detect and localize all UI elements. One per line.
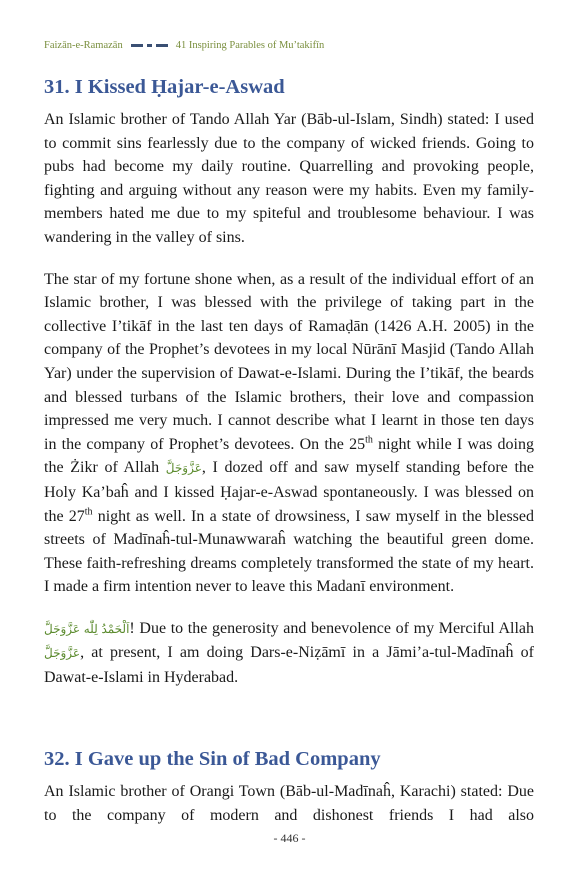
paragraph-3: اَلْحَمْدُ لِلّٰه عَزَّوَجَلَّ! Due to the generosity and benevolence of my Merciful Allah عَزَّوَجَلَّ, at present, I am doing Dars-e-Niẓāmī in a Jāmi’a-tul-Madīnaĥ of Dawat-e-Islami in Hyderabad. xyxy=(44,619,534,687)
running-header xyxy=(44,40,324,51)
header-chapter-title: 41 Inspiring Parables of Mu’takifīn xyxy=(175,40,325,51)
section-31-body xyxy=(44,108,534,690)
header-separator xyxy=(131,44,168,47)
page-number: - 446 - xyxy=(273,831,306,845)
paragraph-1: An Islamic brother of Orangi Town (Bāb-ul-Madīnaĥ, Karachi) stated: Due to the company of modern and dishonest friends I had also xyxy=(44,783,534,824)
arabic-praise: اَلْحَمْدُ لِلّٰه عَزَّوَجَلَّ xyxy=(44,621,130,636)
ordinal-suffix: th xyxy=(365,434,373,446)
header-book-title: Faizān-e-Ramazān xyxy=(44,40,123,51)
section-32-body xyxy=(44,780,534,827)
section-31-title: 31. I Kissed Ḥajar-e-Aswad xyxy=(44,76,285,98)
section-32-title: 32. I Gave up the Sin of Bad Company xyxy=(44,748,381,770)
arabic-honorific: عَزَّوَجَلَّ xyxy=(165,461,202,476)
ordinal-suffix: th xyxy=(84,506,93,518)
arabic-honorific: عَزَّوَجَلَّ xyxy=(44,646,81,661)
paragraph-2: The star of my fortune shone when, as a result of the individual effort of an Islamic brother, I was blessed with the privilege of taking part in the collective I’tikāf in the last ten days of Ramaḍān (1426 A.H. 2005) in the company of the Prophet’s devotees in my local Nūrānī Masjid (Tando Allah Yar) under the supervision of Dawat-e-Islami. During the I’tikāf, the beards and blessed turbans of the Islamic brothers, their love and compassion impressed me very much. I cannot describe what I learnt in those ten days in the company of Prophet’s devotees. On the 25th night while I was doing the Żikr of Allah عَزَّوَجَلَّ, I dozed off and saw myself standing before the Holy Ka’baĥ and I kissed Ḥajar-e-Aswad spontaneously. I was blessed on the 27th night as well. In a state of drowsiness, I saw myself in the blessed streets of Madīnaĥ-tul-Munawwaraĥ watching the beautiful green dome. These faith-refreshing dreams completely transformed the state of my heart. I made a firm intention never to leave this Madanī environment. xyxy=(44,270,535,596)
paragraph-1: An Islamic brother of Tando Allah Yar (Bāb-ul-Islam, Sindh) stated: I used to commit sins fearlessly due to the company of wicked friends. Going to pubs had become my daily routine. Quarrelling and provoking people, fighting and arguing without any reason were my habits. Even my family-members hated me due to my spiteful and troublesome behaviour. I was wandering in the valley of sins. xyxy=(44,111,534,246)
